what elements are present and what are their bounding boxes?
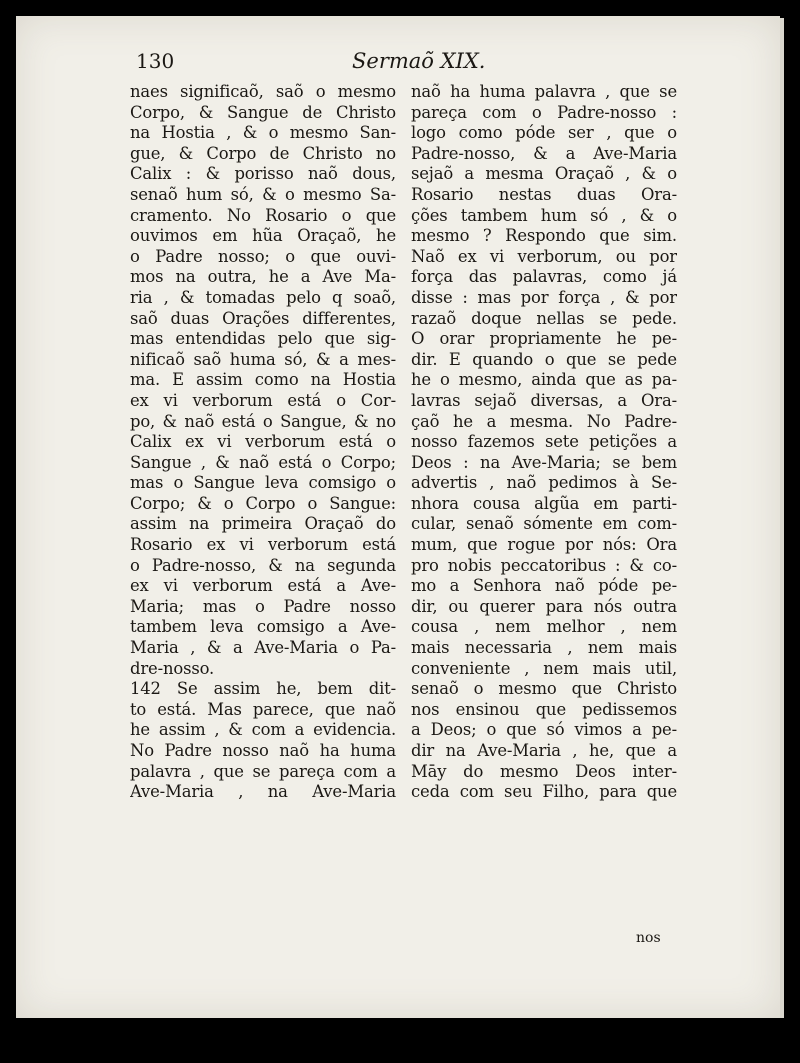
- text-line: cousa , nem melhor , nem: [411, 617, 677, 637]
- left-text-column: [130, 82, 396, 803]
- text-line: mo a Senhora naõ póde pe-: [411, 576, 677, 596]
- text-line: ouvimos em hũa Oraçaõ, he: [130, 226, 396, 246]
- text-line: ções tambem hum só , & o: [411, 205, 677, 225]
- text-line: Deos : na Ave-Maria; se bem: [411, 452, 677, 472]
- text-line: Corpo, & Sangue de Christo: [130, 102, 396, 122]
- text-line: o Padre-nosso, & na segunda: [130, 555, 396, 575]
- text-line: Naõ ex vi verborum, ou por: [411, 246, 677, 266]
- text-line: Māy do mesmo Deos inter-: [411, 761, 677, 781]
- text-line: ma. E assim como na Hostia: [130, 370, 396, 390]
- text-line: pro nobis peccatoribus : & co-: [411, 555, 677, 575]
- text-line: disse : mas por força , & por: [411, 287, 677, 307]
- text-line: dir, ou querer para nós outra: [411, 596, 677, 616]
- page-header: [136, 49, 672, 79]
- text-line: advertis , naõ pedimos à Se-: [411, 473, 677, 493]
- text-line: Maria; mas o Padre nosso: [130, 596, 396, 616]
- text-line: Maria , & a Ave-Maria o Pa-: [130, 638, 396, 658]
- text-line: tambem leva comsigo a Ave-: [130, 617, 396, 637]
- text-line: senaõ hum só, & o mesmo Sa-: [130, 184, 396, 204]
- text-line: ex vi verborum está o Cor-: [130, 390, 396, 410]
- text-line: força das palavras, como já: [411, 267, 677, 287]
- text-line: 142 Se assim he, bem dit-: [130, 679, 396, 699]
- text-line: po, & naõ está o Sangue, & no: [130, 411, 396, 431]
- text-line: mais necessaria , nem mais: [411, 638, 677, 658]
- text-line: he assim , & com a evidencia.: [130, 720, 396, 740]
- text-line: Calix ex vi verborum está o: [130, 432, 396, 452]
- text-line: Calix : & porisso naõ dous,: [130, 164, 396, 184]
- text-line: Ave-Maria , na Ave-Maria: [130, 782, 396, 802]
- text-line: he o mesmo, ainda que as pa-: [411, 370, 677, 390]
- text-line: palavra , que se pareça com a: [130, 761, 396, 781]
- text-line: sejaõ a mesma Oraçaõ , & o: [411, 164, 677, 184]
- catchword: nos: [636, 930, 661, 946]
- page-edge: [780, 18, 784, 1018]
- text-line: o Padre nosso; o que ouvi-: [130, 246, 396, 266]
- text-line: pareça com o Padre-nosso :: [411, 102, 677, 122]
- text-line: ex vi verborum está a Ave-: [130, 576, 396, 596]
- text-line: razaõ doque nellas se pede.: [411, 308, 677, 328]
- text-line: to está. Mas parece, que naõ: [130, 699, 396, 719]
- text-line: ria , & tomadas pelo q soaõ,: [130, 287, 396, 307]
- text-line: nos ensinou que pedissemos: [411, 699, 677, 719]
- text-line: cular, senaõ sómente em com-: [411, 514, 677, 534]
- page-number: 130: [136, 49, 175, 73]
- text-line: dir. E quando o que se pede: [411, 349, 677, 369]
- text-line: çaõ he a mesma. No Padre-: [411, 411, 677, 431]
- text-line: mos na outra, he a Ave Ma-: [130, 267, 396, 287]
- text-line: Corpo; & o Corpo o Sangue:: [130, 493, 396, 513]
- text-line: O orar propriamente he pe-: [411, 329, 677, 349]
- right-text-column: [411, 82, 677, 803]
- text-line: nificaõ saõ huma só, & a mes-: [130, 349, 396, 369]
- text-line: mesmo ? Respondo que sim.: [411, 226, 677, 246]
- text-line: cramento. No Rosario o que: [130, 205, 396, 225]
- text-line: gue, & Corpo de Christo no: [130, 143, 396, 163]
- text-line: nhora cousa algũa em parti-: [411, 493, 677, 513]
- text-line: dre-nosso.: [130, 658, 215, 678]
- text-line: saõ duas Orações differentes,: [130, 308, 396, 328]
- text-line: na Hostia , & o mesmo San-: [130, 123, 396, 143]
- text-line: naõ ha huma palavra , que se: [411, 82, 677, 101]
- text-line: assim na primeira Oraçaõ do: [130, 514, 396, 534]
- text-line: mum, que rogue por nós: Ora: [411, 535, 677, 555]
- text-line: dir na Ave-Maria , he, que a: [411, 741, 677, 760]
- text-line: Padre-nosso, & a Ave-Maria: [411, 143, 677, 163]
- text-line: mas o Sangue leva comsigo o: [130, 473, 396, 493]
- running-title: Sermaõ XIX.: [352, 49, 486, 73]
- text-line: ceda com seu Filho, para que: [411, 782, 677, 802]
- text-line: a Deos; o que só vimos a pe-: [411, 720, 677, 740]
- text-line: lavras sejaõ diversas, a Ora-: [411, 390, 677, 410]
- text-line: senaõ o mesmo que Christo: [411, 679, 677, 699]
- text-line: logo como póde ser , que o: [411, 123, 677, 143]
- text-line: nosso fazemos sete petições a: [411, 432, 677, 452]
- text-line: Rosario ex vi verborum está: [130, 535, 396, 555]
- text-line: conveniente , nem mais util,: [411, 658, 677, 678]
- text-line: No Padre nosso naõ ha huma: [130, 741, 396, 760]
- text-line: naes significaõ, saõ o mesmo: [130, 82, 396, 101]
- text-line: Rosario nestas duas Ora-: [411, 184, 677, 204]
- text-line: Sangue , & naõ está o Corpo;: [130, 452, 396, 472]
- text-line: mas entendidas pelo que sig-: [130, 329, 396, 349]
